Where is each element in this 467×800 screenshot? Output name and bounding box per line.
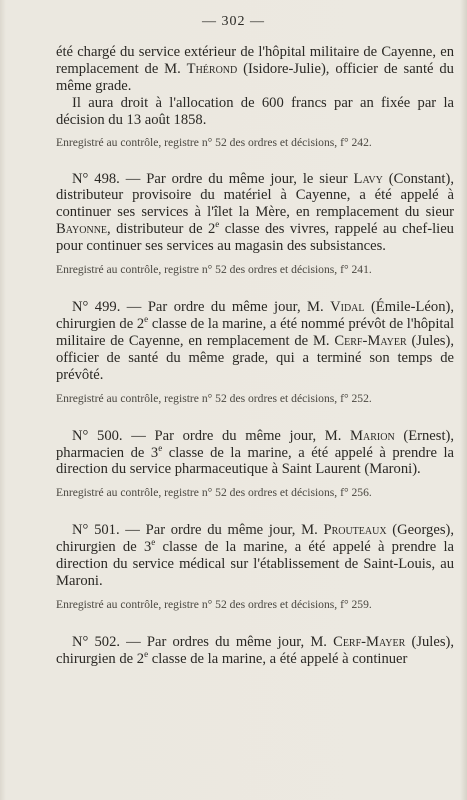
register-note: Enregistré au contrôle, registre n° 52 des ordres et décisions, f° 259. [56,597,372,611]
entry-501 [56,522,454,612]
page-content [56,44,454,668]
register-note: Enregistré au contrôle, registre n° 52 des ordres et décisions, f° 241. [56,263,372,277]
person-name: Cerf-Mayer [333,633,406,650]
entry-text: N° 499. — Par ordre du même jour, M. Vidal (Émile-Léon), chirurgien de 2e classe de la marine, a été nommé prévôt de l'hôpital militaire de Cayenne, en remplacement de M. Cerf-Mayer (Jules), officier de santé du même grade, qui a terminé son temps de prévôté. [56,299,455,383]
entry-502 [56,634,454,668]
entry-continuation [56,44,454,150]
register-note: Enregistré au contrôle, registre n° 52 des ordres et décisions, f° 252. [56,391,372,405]
entry-500 [56,428,454,501]
person-name: Bayonne [56,221,108,238]
person-name: Prouteaux [323,522,387,539]
entry-text: N° 501. — Par ordre du même jour, M. Prouteaux (Georges), chirurgien de 3e classe de la marine, a été appelé à prendre la direction du service médical sur l'établissement de Saint-Louis, au Maroni. [56,522,455,590]
person-name: Cerf-Mayer [334,332,407,349]
person-name: Vidal [330,299,365,316]
entry-extra-text: Il aura droit à l'allocation de 600 francs par an fixée par la décision du 13 août 1858. [56,94,454,128]
entry-text: N° 502. — Par ordres du même jour, M. Cerf-Mayer (Jules), chirurgien de 2e classe de la marine, a été appelé à continuer [56,633,455,667]
register-note: Enregistré au contrôle, registre n° 52 des ordres et décisions, f° 256. [56,486,372,500]
entry-number: N° 502. — [72,633,141,650]
person-name: Lavy [353,170,383,187]
person-name: Marion [350,427,395,444]
entry-text: N° 500. — Par ordre du même jour, M. Marion (Ernest), pharmacien de 3e classe de la marine, a été appelé à prendre la direction du service pharmaceutique à Saint Laurent (Maroni). [56,427,455,478]
page-number: — 302 — [202,14,265,29]
person-name: Thérond [186,60,238,77]
register-note: Enregistré au contrôle, registre n° 52 des ordres et décisions, f° 242. [56,135,372,149]
entry-number: N° 500. — [72,427,146,444]
entry-text: N° 498. — Par ordre du même jour, le sieur Lavy (Constant), distributeur provisoire du matériel à Cayenne, a été appelé à continuer ses services à l'îlet la Mère, en remplacement du sieur Bayonne, distributeur de 2e classe des vivres, rappelé au chef-lieu pour continuer ses services au magasin des subsistances. [56,170,454,255]
entry-498 [56,171,454,278]
entry-text: été chargé du service extérieur de l'hôpital militaire de Cayenne, en remplacement de M. Thérond (Isidore-Julie), officier de santé du même grade. [56,44,454,94]
entry-499 [56,299,454,406]
entry-number: N° 498. — [72,170,141,187]
entry-number: N° 499. — [72,299,142,316]
entry-number: N° 501. — [72,522,140,539]
